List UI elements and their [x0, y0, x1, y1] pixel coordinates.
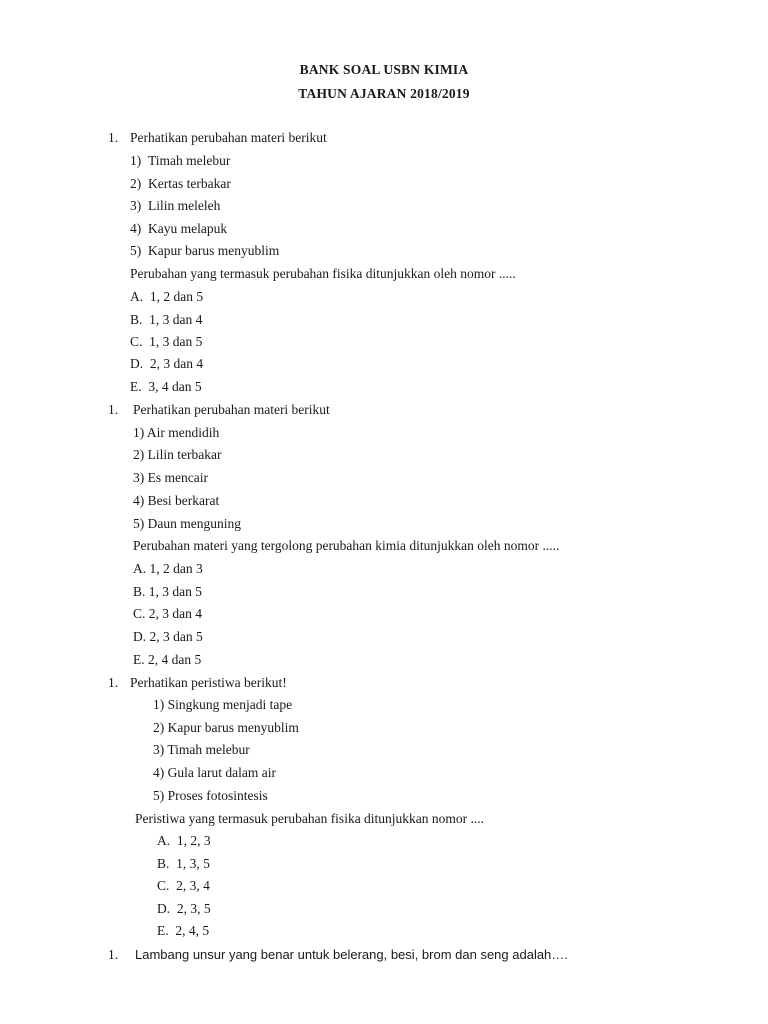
question-text: Peristiwa yang termasuk perubahan fisika ditunjukkan nomor ....: [135, 811, 485, 826]
statement-item: 5) Kapur barus menyublim: [130, 243, 280, 258]
question-number: 1.: [108, 130, 119, 145]
statement-item: 3) Timah melebur: [153, 742, 250, 757]
statement-item: 3) Lilin meleleh: [130, 198, 221, 213]
document-title: BANK SOAL USBN KIMIA: [299, 62, 469, 77]
question-text: Perubahan materi yang tergolong perubahan kimia ditunjukkan oleh nomor .....: [133, 538, 560, 553]
answer-option: B. 1, 3 dan 5: [133, 584, 202, 599]
question-number: 1.: [108, 675, 119, 690]
question-prompt: Lambang unsur yang benar untuk belerang, besi, brom dan seng adalah….: [135, 947, 568, 962]
statement-item: 1) Air mendidih: [133, 425, 220, 440]
statement-item: 2) Kertas terbakar: [130, 176, 231, 191]
statement-item: 2) Lilin terbakar: [133, 447, 222, 462]
question-text: Perubahan yang termasuk perubahan fisika ditunjukkan oleh nomor .....: [130, 266, 516, 281]
statement-item: 4) Gula larut dalam air: [153, 765, 276, 780]
answer-option: B. 1, 3 dan 4: [130, 312, 203, 327]
question-prompt: Perhatikan perubahan materi berikut: [133, 402, 330, 417]
answer-option: E. 3, 4 dan 5: [130, 379, 202, 394]
answer-option: E. 2, 4, 5: [157, 923, 210, 938]
statement-item: 2) Kapur barus menyublim: [153, 720, 299, 735]
document-subtitle: TAHUN AJARAN 2018/2019: [298, 86, 470, 101]
statement-item: 1) Timah melebur: [130, 153, 231, 168]
statement-item: 5) Daun menguning: [133, 516, 241, 531]
answer-option: C. 2, 3 dan 4: [133, 606, 202, 621]
question-number: 1.: [108, 947, 119, 962]
answer-option: A. 1, 2 dan 5: [130, 289, 204, 304]
answer-option: C. 2, 3, 4: [157, 878, 210, 893]
statement-item: 1) Singkung menjadi tape: [153, 697, 293, 712]
answer-option: B. 1, 3, 5: [157, 856, 210, 871]
answer-option: D. 2, 3 dan 5: [133, 629, 203, 644]
answer-option: A. 1, 2, 3: [157, 833, 211, 848]
statement-item: 3) Es mencair: [133, 470, 208, 485]
question-number: 1.: [108, 402, 119, 417]
answer-option: C. 1, 3 dan 5: [130, 334, 203, 349]
question-prompt: Perhatikan peristiwa berikut!: [130, 675, 287, 690]
answer-option: A. 1, 2 dan 3: [133, 561, 203, 576]
answer-option: D. 2, 3 dan 4: [130, 356, 204, 371]
question-prompt: Perhatikan perubahan materi berikut: [130, 130, 327, 145]
statement-item: 5) Proses fotosintesis: [153, 788, 268, 803]
statement-item: 4) Besi berkarat: [133, 493, 220, 508]
answer-option: D. 2, 3, 5: [157, 901, 211, 916]
statement-item: 4) Kayu melapuk: [130, 221, 228, 236]
answer-option: E. 2, 4 dan 5: [133, 652, 202, 667]
